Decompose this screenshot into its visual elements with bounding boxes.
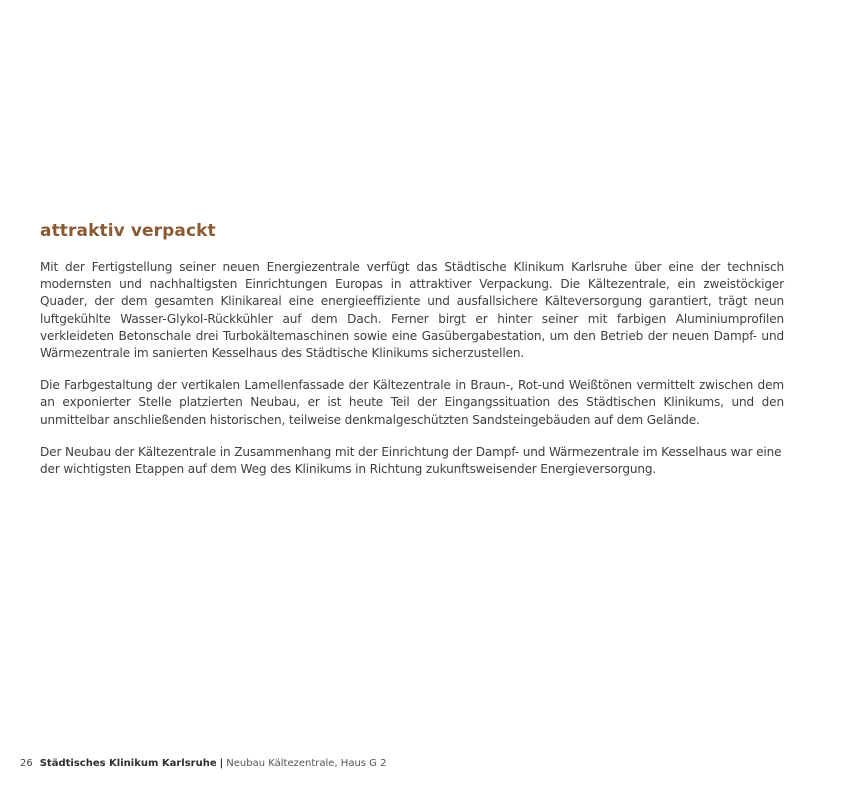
- paragraph-intro: Mit der Fertigstellung seiner neuen Energiezentrale verfügt das Städtische Klinikum Karlsruhe über eine der technisch modernsten und nachhaltigsten Einrichtungen Europas in attraktiver Verpackung. Die Kältezentrale, ein zweistöckiger Quader, der dem gesamten Klinikareal eine energieeffiziente und ausfallsichere Kälteversorgung garantiert, trägt neun luftgekühlte Wasser-Glykol-Rückkühler auf dem Dach. Ferner birgt er hinter seiner mit farbigen Aluminiumprofilen verkleideten Betonschale drei Turbokältemaschinen sowie eine Gasübergabestation, um den Betrieb der neuen Dampf- und Wärmezentrale im sanierten Kesselhaus des Städtische Klinikums sicherzustellen.: [40, 260, 784, 361]
- page-footer: [20, 757, 386, 771]
- paragraph-facade: Die Farbgestaltung der vertikalen Lamellenfassade der Kältezentrale in Braun-, Rot-und Weißtönen vermittelt zwischen dem an exponierter Stelle platzierten Neubau, er ist heute Teil der Eingangssituation des Städtischen Klinikums, und den unmittelbar anschließenden historischen, teilweise denkmalgeschützten Sandsteingebäuden auf dem Gelände.: [40, 378, 784, 427]
- section-headline: attraktiv verpackt: [40, 221, 216, 241]
- body-text: [40, 259, 784, 493]
- footer-publisher: Städtisches Klinikum Karlsruhe: [39, 758, 217, 769]
- paragraph-conclusion: Der Neubau der Kältezentrale in Zusammenhang mit der Einrichtung der Dampf- und Wärmezentrale im Kesselhaus war eine der wichtigsten Etappen auf dem Weg des Klinikums in Richtung zukunftsweisender Energieversorgung.: [40, 444, 782, 477]
- page-number: 26: [20, 758, 33, 769]
- footer-subtitle: Neubau Kältezentrale, Haus G 2: [226, 758, 387, 769]
- footer-separator: |: [219, 758, 224, 769]
